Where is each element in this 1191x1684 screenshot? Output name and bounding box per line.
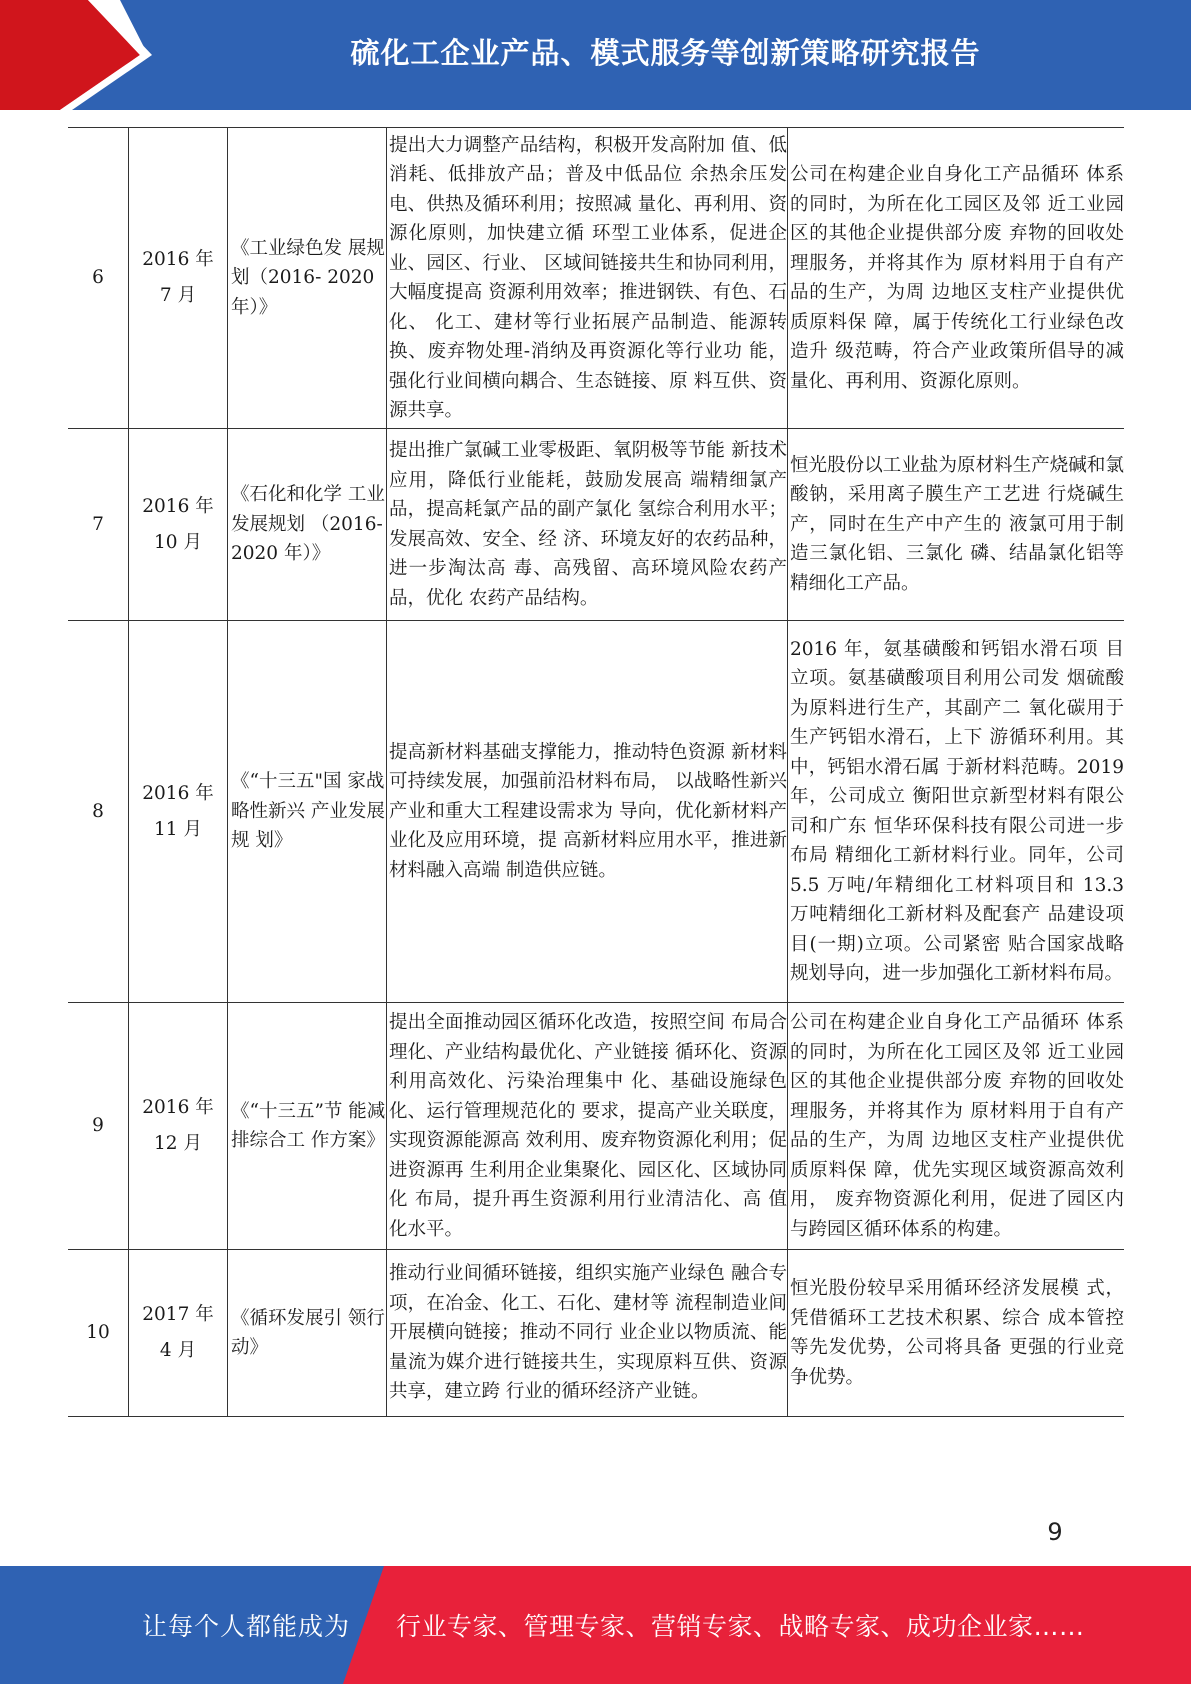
date-month: 10 月 (154, 531, 202, 553)
row-number: 7 (68, 429, 129, 621)
company-practice: 公司在构建企业自身化工产品循环 体系的同时，为所在化工园区及邻 近工业园区的其他企业提供部分废 弃物的回收处理服务，并将其作为 原材料用于自有产品的生产，为周 边地区支柱产业提供优质原料保 障，优先实现区域资源高效利用， 废弃物资源化利用，促进了园区内 与跨园区循环体系的构建。 (788, 1003, 1125, 1250)
policy-document: 《工业绿色发 展规划（2016- 2020 年）》 (228, 128, 387, 429)
policy-document: 《循环发展引 领行动》 (228, 1250, 387, 1417)
policy-table (68, 127, 1124, 1417)
policy-document: 《“十三五”节 能减排综合工 作方案》 (228, 1003, 387, 1250)
release-date (129, 1250, 228, 1417)
release-date (129, 1003, 228, 1250)
row-number: 9 (68, 1003, 129, 1250)
date-year: 2017 年 (142, 1304, 214, 1325)
company-practice: 公司在构建企业自身化工产品循环 体系的同时，为所在化工园区及邻 近工业园区的其他企业提供部分废 弃物的回收处理服务，并将其作为 原材料用于自有产品的生产，为周 边地区支柱产业提供优质原料保 障，属于传统化工行业绿色改造升 级范畴，符合产业政策所倡导的减 量化、再利用、资源化原则。 (788, 128, 1125, 429)
release-date (129, 621, 228, 1003)
table-row (68, 1250, 1124, 1417)
table-row (68, 128, 1124, 429)
date-month: 7 月 (159, 285, 197, 306)
company-practice: 恒光股份较早采用循环经济发展模 式，凭借循环工艺技术积累、综合 成本管控等先发优势，公司将具备 更强的行业竞争优势。 (788, 1250, 1125, 1417)
footer-slogan-right: 行业专家、管理专家、营销专家、战略专家、成功企业家…… (396, 1612, 1085, 1641)
release-date (129, 429, 228, 621)
policy-content: 提出推广氯碱工业零极距、氧阴极等节能 新技术应用，降低行业能耗，鼓励发展高 端精细氯产品，提高耗氯产品的副产氯化 氢综合利用水平；发展高效、安全、经 济、环境友好的农药品种，进一步淘汰高 毒、高残留、高环境风险农药产品，优化 农药产品结构。 (387, 429, 788, 621)
page-number: 9 (1047, 1518, 1063, 1546)
row-number: 8 (68, 621, 129, 1003)
table-row (68, 621, 1124, 1003)
company-practice: 恒光股份以工业盐为原材料生产烧碱和氯酸钠，采用离子膜生产工艺进 行烧碱生产，同时在生产中产生的 液氯可用于制造三氯化铝、三氯化 磷、结晶氯化铝等精细化工产品。 (788, 429, 1125, 621)
footer-banner (0, 1566, 1191, 1684)
date-month: 4 月 (159, 1340, 197, 1361)
table-row (68, 429, 1124, 621)
policy-content: 推动行业间循环链接，组织实施产业绿色 融合专项，在冶金、化工、石化、建材等 流程制造业间开展横向链接；推动不同行 业企业以物质流、能量流为媒介进行链接共生，实现原料互供、资源共享，建立跨 行业的循环经济产业链。 (387, 1250, 788, 1417)
policy-content: 提出大力调整产品结构，积极开发高附加 值、低消耗、低排放产品；普及中低品位 余热余压发电、供热及循环利用；按照减 量化、再利用、资源化原则，加快建立循 环型工业体系，促进企业、园区、行业、 区域间链接共生和协同利用，大幅度提高 资源利用效率；推进钢铁、有色、石化、 化工、建材等行业拓展产品制造、能源转 换、废弃物处理-消纳及再资源化等行业功 能，强化行业间横向耦合、生态链接、原 料互供、资源共享。 (387, 128, 788, 429)
policy-document: 《石化和化学 工业发展规划 （2016-2020 年）》 (228, 429, 387, 621)
footer-slogan-left: 让每个人都能成为 (142, 1612, 351, 1641)
company-practice: 2016 年，氨基磺酸和钙铝水滑石项 目立项。氨基磺酸项目利用公司发 烟硫酸为原料进行生产，其副产二 氧化碳用于生产钙铝水滑石，上下 游循环利用。其中，钙铝水滑石属 于新材料范畴。2019 年，公司成立 衡阳世京新型材料有限公司和广东 恒华环保科技有限公司进一步布局 精细化工新材料行业。同年，公司 5.5 万吨/年精细化工材料项目和 13.3 万吨精细化工新材料及配套产 品建设项目(一期)立项。公司紧密 贴合国家战略规划导向，进一步加强化工新材料布局。 (788, 621, 1125, 1003)
date-month: 12 月 (154, 1133, 202, 1154)
policy-content: 提出全面推动园区循环化改造，按照空间 布局合理化、产业结构最优化、产业链接 循环化、资源利用高效化、污染治理集中 化、基础设施绿色化、运行管理规范化的 要求，提高产业关联度，实现资源能源高 效利用、废弃物资源化利用；促进资源再 生利用企业集聚化、园区化、区域协同化 布局，提升再生资源利用行业清洁化、高 值化水平。 (387, 1003, 788, 1250)
date-month: 11 月 (154, 818, 202, 840)
date-year: 2016 年 (142, 1097, 214, 1118)
policy-content: 提高新材料基础支撑能力，推动特色资源 新材料可持续发展，加强前沿材料布局， 以战略性新兴产业和重大工程建设需求为 导向，优化新材料产业化及应用环境，提 高新材料应用水平，推进新材料融入高端 制造供应链。 (387, 621, 788, 1003)
row-number: 10 (68, 1250, 129, 1417)
row-number: 6 (68, 128, 129, 429)
header-banner (0, 0, 1191, 110)
report-title: 硫化工企业产品、模式服务等创新策略研究报告 (350, 35, 981, 70)
release-date (129, 128, 228, 429)
table-row (68, 1003, 1124, 1250)
date-year: 2016 年 (142, 249, 214, 270)
policy-document: 《“十三五"国 家战略性新兴 产业发展规 划》 (228, 621, 387, 1003)
date-year: 2016 年 (142, 782, 214, 804)
date-year: 2016 年 (142, 495, 214, 517)
